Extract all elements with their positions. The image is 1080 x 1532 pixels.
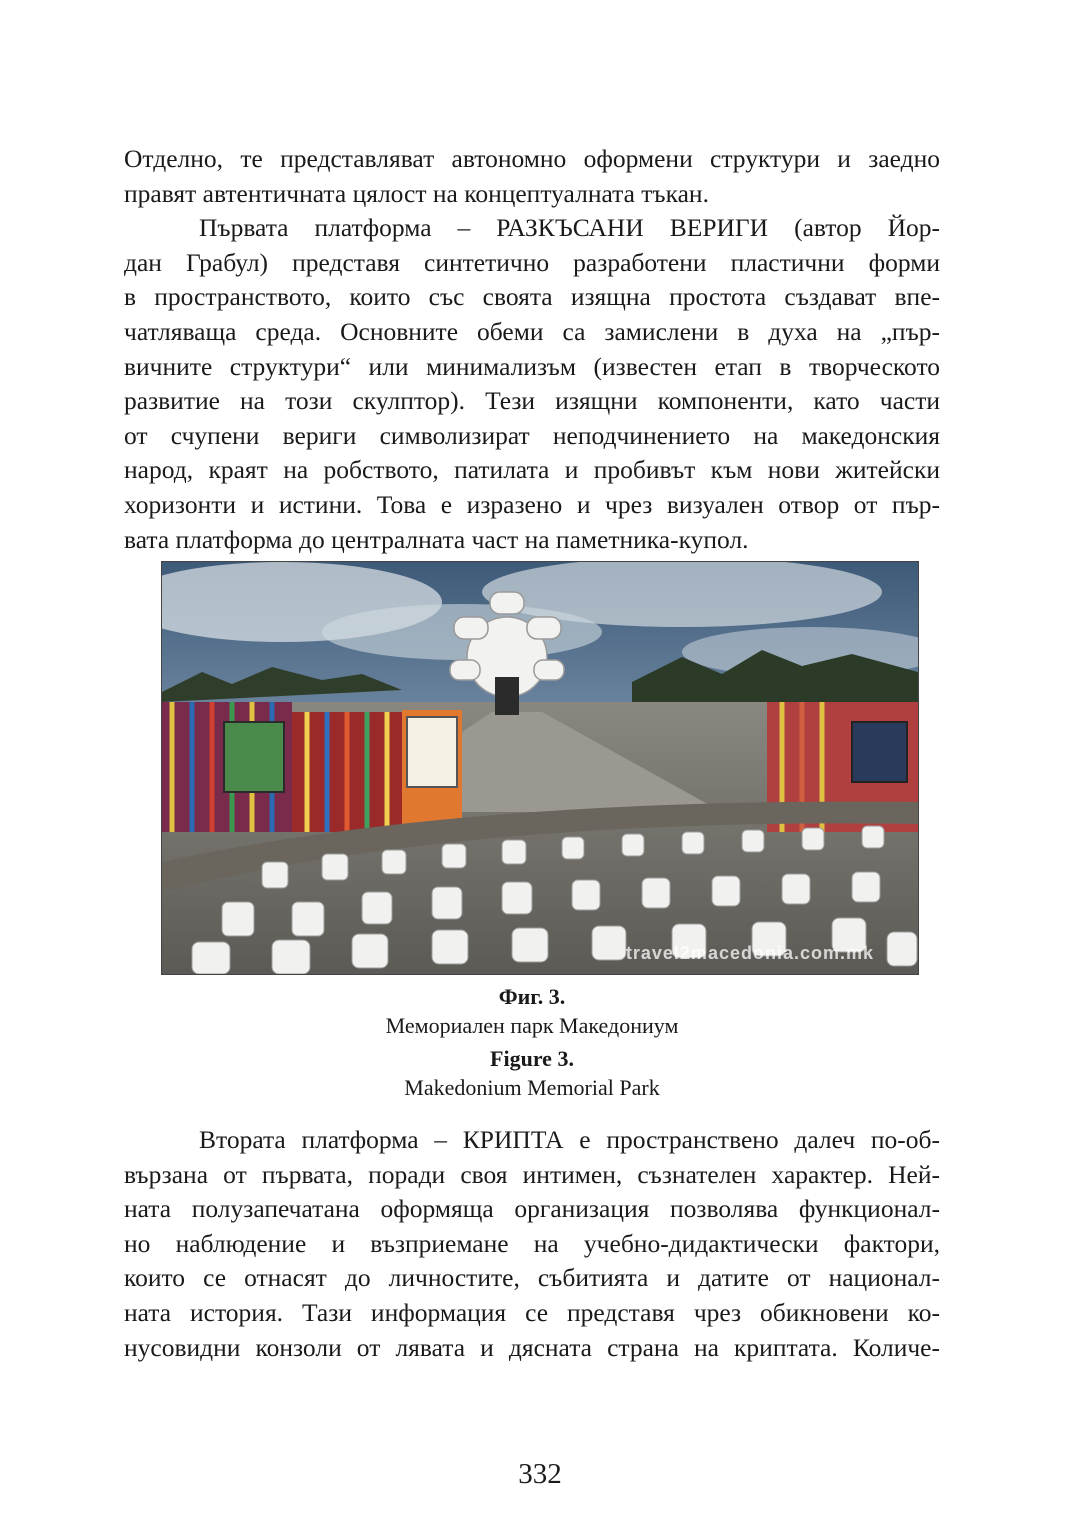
text-line: вързана от първата, поради своя интимен, съзнателен характер. Ней- [124,1159,940,1189]
text-line: Първата платформа – РАЗКЪСАНИ ВЕРИГИ (автор Йор- [199,213,940,243]
text-block-bottom [124,1123,940,1365]
text-block-top [124,142,940,557]
text-line: Отделно, те представляват автономно оформени структури и заедно [124,144,940,173]
figure-caption-bg: Мемориален парк Македониум [385,1013,679,1038]
text-line: вичните структури“ или минимализъм (известен етап в творческото [124,351,940,381]
text-line: развитие на този скулптор). Тези изящни компоненти, като части [124,386,940,416]
text-line: от счупени вериги символизират неподчинението на македонския [124,420,940,450]
page-number: 332 [518,1458,562,1490]
text-line: нусовидни конзоли от лявата и дясната страна на криптата. Количе- [124,1332,940,1362]
text-line: чатляваща среда. Основните обеми са замислени в духа на „пър- [124,316,940,346]
text-line: вата платформа до централната част на паметника-купол. [124,524,749,554]
figure-label-en: Figure 3. [490,1046,574,1071]
text-line: Втората платформа – КРИПТА е пространствено далеч по-об- [199,1125,940,1154]
text-line: които се отнасят до личностите, събитията и датите от национал- [124,1263,940,1293]
figure-label-bg: Фиг. 3. [498,984,566,1009]
text-line: хоризонти и истини. Това е изразено и чрез визуален отвор от пър- [124,489,940,519]
text-line: ната история. Тази информация се представя чрез обикновени ко- [124,1297,940,1327]
text-line: но наблюдение и възприемане на учебно-дидактически фактори, [124,1228,940,1258]
text-line: правят автентичната цялост на концептуалната тъкан. [124,178,709,208]
text-line: народ, краят на робството, патилата и пробивът към нови житейски [124,455,940,485]
photo-watermark: travel2macedonia.com.mk [625,943,874,963]
text-line: дан Грабул) представя синтетично разработени пластични форми [124,247,940,277]
memorial-photo [161,561,919,975]
text-line: в пространството, които със своята изящна простота създават впе- [124,282,940,312]
text-line: ната полузапечатана оформяща организация позволява функционал- [124,1194,940,1224]
figure-caption-en: Makedonium Memorial Park [404,1075,660,1100]
